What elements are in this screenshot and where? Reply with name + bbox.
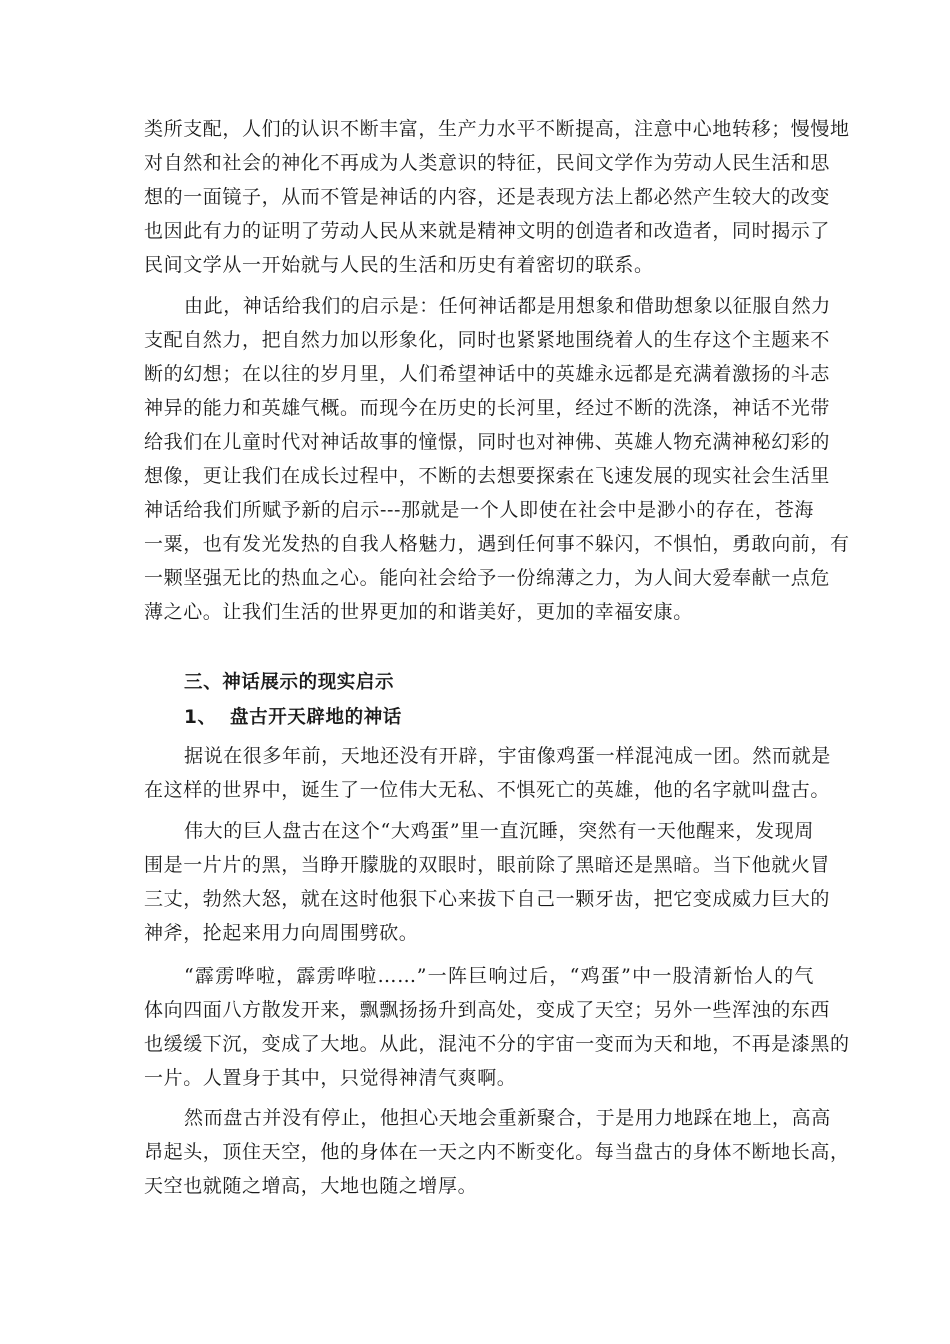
paragraph-line: 想的一面镜子，从而不管是神话的内容，还是表现方法上都必然产生较大的改变 bbox=[144, 186, 831, 208]
paragraph-line: 据说在很多年前，天地还没有开辟，宇宙像鸡蛋一样混沌成一团。然而就是 bbox=[184, 745, 831, 767]
paragraph-line: 一粟，也有发光发热的自我人格魅力，遇到任何事不躲闪，不惧怕，勇敢向前，有 bbox=[144, 533, 850, 555]
paragraph-line: 神斧，抡起来用力向周围劈砍。 bbox=[144, 922, 419, 944]
paragraph-line: 神异的能力和英雄气概。而现今在历史的长河里，经过不断的洗涤，神话不光带 bbox=[144, 397, 831, 419]
paragraph-line: 然而盘古并没有停止，他担心天地会重新聚合，于是用力地踩在地上，高高 bbox=[184, 1107, 831, 1129]
paragraph-line: 类所支配，人们的认识不断丰富，生产力水平不断提高，注意中心地转移；慢慢地 bbox=[144, 118, 850, 140]
paragraph-line: 也缓缓下沉，变成了大地。从此，混沌不分的宇宙一变而为天和地，不再是漆黑的 bbox=[144, 1033, 850, 1055]
paragraph-line: 想像，更让我们在成长过程中，不断的去想要探索在飞速发展的现实社会生活里 bbox=[144, 465, 831, 487]
paragraph-line: 在这样的世界中，诞生了一位伟大无私、不惧死亡的英雄，他的名字就叫盘古。 bbox=[144, 779, 831, 801]
paragraph-line: 对自然和社会的神化不再成为人类意识的特征，民间文学作为劳动人民生活和思 bbox=[144, 152, 831, 174]
paragraph-line: 断的幻想；在以往的岁月里，人们希望神话中的英雄永远都是充满着激扬的斗志 bbox=[144, 363, 831, 385]
paragraph-line: 也因此有力的证明了劳动人民从来就是精神文明的创造者和改造者，同时揭示了 bbox=[144, 220, 831, 242]
paragraph-line: 一片。人置身于其中，只觉得神清气爽啊。 bbox=[144, 1067, 517, 1089]
paragraph-line: “霹雳哗啦，霹雳哗啦……”一阵巨响过后，“鸡蛋”中一股清新怡人的气 bbox=[184, 965, 814, 987]
paragraph-line: 一颗坚强无比的热血之心。能向社会给予一份绵薄之力，为人间大爱奉献一点危 bbox=[144, 567, 831, 589]
paragraph-line: 体向四面八方散发开来，飘飘扬扬升到高处，变成了天空；另外一些浑浊的东西 bbox=[144, 999, 831, 1021]
paragraph-line: 神话给我们所赋予新的启示---那就是一个人即使在社会中是渺小的存在，苍海 bbox=[144, 499, 814, 521]
paragraph-line: 给我们在儿童时代对神话故事的憧憬，同时也对神佛、英雄人物充满神秘幻彩的 bbox=[144, 431, 831, 453]
subsection-number: 1、 bbox=[184, 707, 217, 728]
paragraph-line: 昂起头，顶住天空，他的身体在一天之内不断变化。每当盘古的身体不断地长高， bbox=[144, 1141, 850, 1163]
paragraph-line: 围是一片片的黑，当睁开朦胧的双眼时，眼前除了黑暗还是黑暗。当下他就火冒 bbox=[144, 854, 831, 876]
paragraph-line: 民间文学从一开始就与人民的生活和历史有着密切的联系。 bbox=[144, 254, 654, 276]
paragraph-line: 薄之心。让我们生活的世界更加的和谐美好，更加的幸福安康。 bbox=[144, 601, 693, 623]
paragraph-line: 伟大的巨人盘古在这个“大鸡蛋”里一直沉睡，突然有一天他醒来，发现周 bbox=[184, 820, 814, 842]
subsection-title: 盘古开天辟地的神话 bbox=[230, 707, 402, 728]
paragraph-line: 三丈，勃然大怒，就在这时他狠下心来拔下自己一颗牙齿，把它变成威力巨大的 bbox=[144, 888, 831, 910]
subsection-heading bbox=[184, 700, 402, 736]
section-heading: 三、神话展示的现实启示 bbox=[184, 672, 395, 693]
paragraph-line: 天空也就随之增高，大地也随之增厚。 bbox=[144, 1175, 478, 1197]
paragraph-line: 由此，神话给我们的启示是：任何神话都是用想象和借助想象以征服自然力 bbox=[184, 295, 831, 317]
paragraph-line: 支配自然力，把自然力加以形象化，同时也紧紧地围绕着人的生存这个主题来不 bbox=[144, 329, 831, 351]
